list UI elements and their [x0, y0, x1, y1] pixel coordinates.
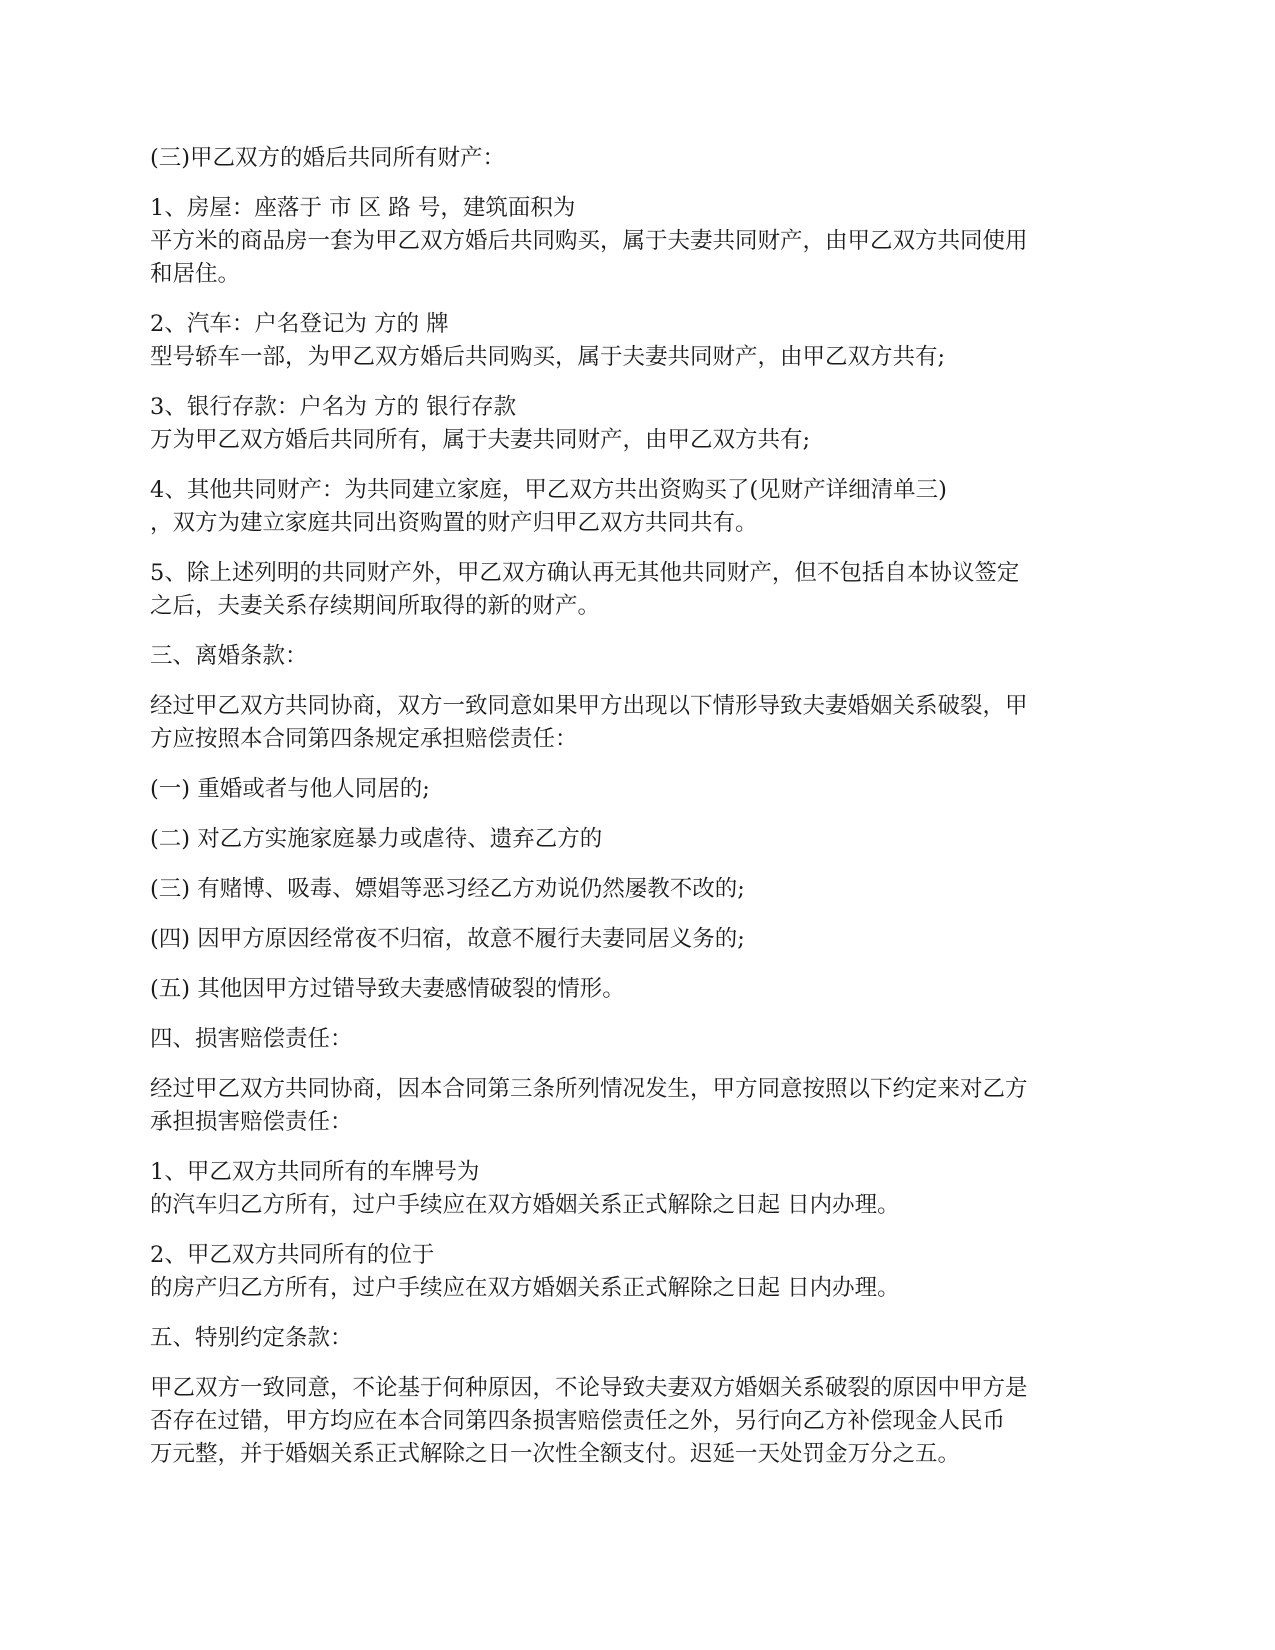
paragraph [150, 1239, 1135, 1305]
text-line: 经过甲乙双方共同协商，双方一致同意如果甲方出现以下情形导致夫妻婚姻关系破裂，甲 [150, 693, 1028, 719]
text-line: 2、甲乙双方共同所有的位于 [150, 1242, 435, 1268]
paragraph [150, 690, 1135, 756]
text-line: 万元整，并于婚姻关系正式解除之日一次性全额支付。迟延一天处罚金万分之五。 [150, 1441, 961, 1467]
paragraph [150, 1322, 1135, 1355]
text-line: (二) 对乙方实施家庭暴力或虐待、遗弃乙方的 [150, 826, 603, 852]
text-line: ，双方为建立家庭共同出资购置的财产归甲乙双方共同共有。 [150, 510, 758, 536]
text-line: 之后，夫妻关系存续期间所取得的新的财产。 [150, 593, 601, 619]
text-line: (四) 因甲方原因经常夜不归宿，故意不履行夫妻同居义务的; [150, 926, 745, 952]
paragraph [150, 1073, 1135, 1139]
text-line: (三) 有赌博、吸毒、嫖娼等恶习经乙方劝说仍然屡教不改的; [150, 876, 745, 902]
paragraph [150, 391, 1135, 457]
paragraph [150, 1372, 1135, 1471]
paragraph [150, 873, 1135, 906]
text-line: 承担损害赔偿责任： [150, 1109, 353, 1135]
text-line: 平方米的商品房一套为甲乙双方婚后共同购买，属于夫妻共同财产，由甲乙双方共同使用 [150, 228, 1028, 254]
text-line: (五) 其他因甲方过错导致夫妻感情破裂的情形。 [150, 976, 625, 1002]
text-line: 1、房屋：座落于 市 区 路 号，建筑面积为 [150, 195, 576, 221]
text-line: 甲乙双方一致同意，不论基于何种原因，不论导致夫妻双方婚姻关系破裂的原因中甲方是 [150, 1375, 1028, 1401]
paragraph [150, 640, 1135, 673]
paragraph [150, 1023, 1135, 1056]
text-line: 的房产归乙方所有，过户手续应在双方婚姻关系正式解除之日起 日内办理。 [150, 1275, 900, 1301]
paragraph [150, 773, 1135, 806]
paragraph [150, 923, 1135, 956]
text-line: 型号轿车一部，为甲乙双方婚后共同购买，属于夫妻共同财产，由甲乙双方共有; [150, 344, 946, 370]
text-line: 五、特别约定条款： [150, 1325, 353, 1351]
text-line: 方应按照本合同第四条规定承担赔偿责任： [150, 726, 578, 752]
document-body [150, 142, 1135, 1488]
paragraph [150, 1156, 1135, 1222]
text-line: 2、汽车：户名登记为 方的 牌 [150, 311, 449, 337]
paragraph [150, 823, 1135, 856]
text-line: 和居住。 [150, 261, 241, 287]
text-line: (一) 重婚或者与他人同居的; [150, 776, 430, 802]
paragraph [150, 192, 1135, 291]
paragraph [150, 308, 1135, 374]
text-line: 4、其他共同财产：为共同建立家庭，甲乙双方共出资购买了(见财产详细清单三) [150, 477, 947, 503]
text-line: 的汽车归乙方所有，过户手续应在双方婚姻关系正式解除之日起 日内办理。 [150, 1192, 900, 1218]
text-line: 经过甲乙双方共同协商，因本合同第三条所列情况发生，甲方同意按照以下约定来对乙方 [150, 1076, 1028, 1102]
text-line: 5、除上述列明的共同财产外，甲乙双方确认再无其他共同财产，但不包括自本协议签定 [150, 560, 1020, 586]
paragraph [150, 973, 1135, 1006]
paragraph [150, 142, 1135, 175]
text-line: 3、银行存款：户名为 方的 银行存款 [150, 394, 517, 420]
text-line: 万为甲乙双方婚后共同所有，属于夫妻共同财产，由甲乙双方共有; [150, 427, 811, 453]
text-line: (三)甲乙双方的婚后共同所有财产： [150, 145, 506, 171]
paragraph [150, 557, 1135, 623]
text-line: 1、甲乙双方共同所有的车牌号为 [150, 1159, 480, 1185]
text-line: 三、离婚条款： [150, 643, 308, 669]
text-line: 四、损害赔偿责任： [150, 1026, 353, 1052]
text-line: 否存在过错，甲方均应在本合同第四条损害赔偿责任之外，另行向乙方补偿现金人民币 [150, 1408, 1006, 1434]
paragraph [150, 474, 1135, 540]
